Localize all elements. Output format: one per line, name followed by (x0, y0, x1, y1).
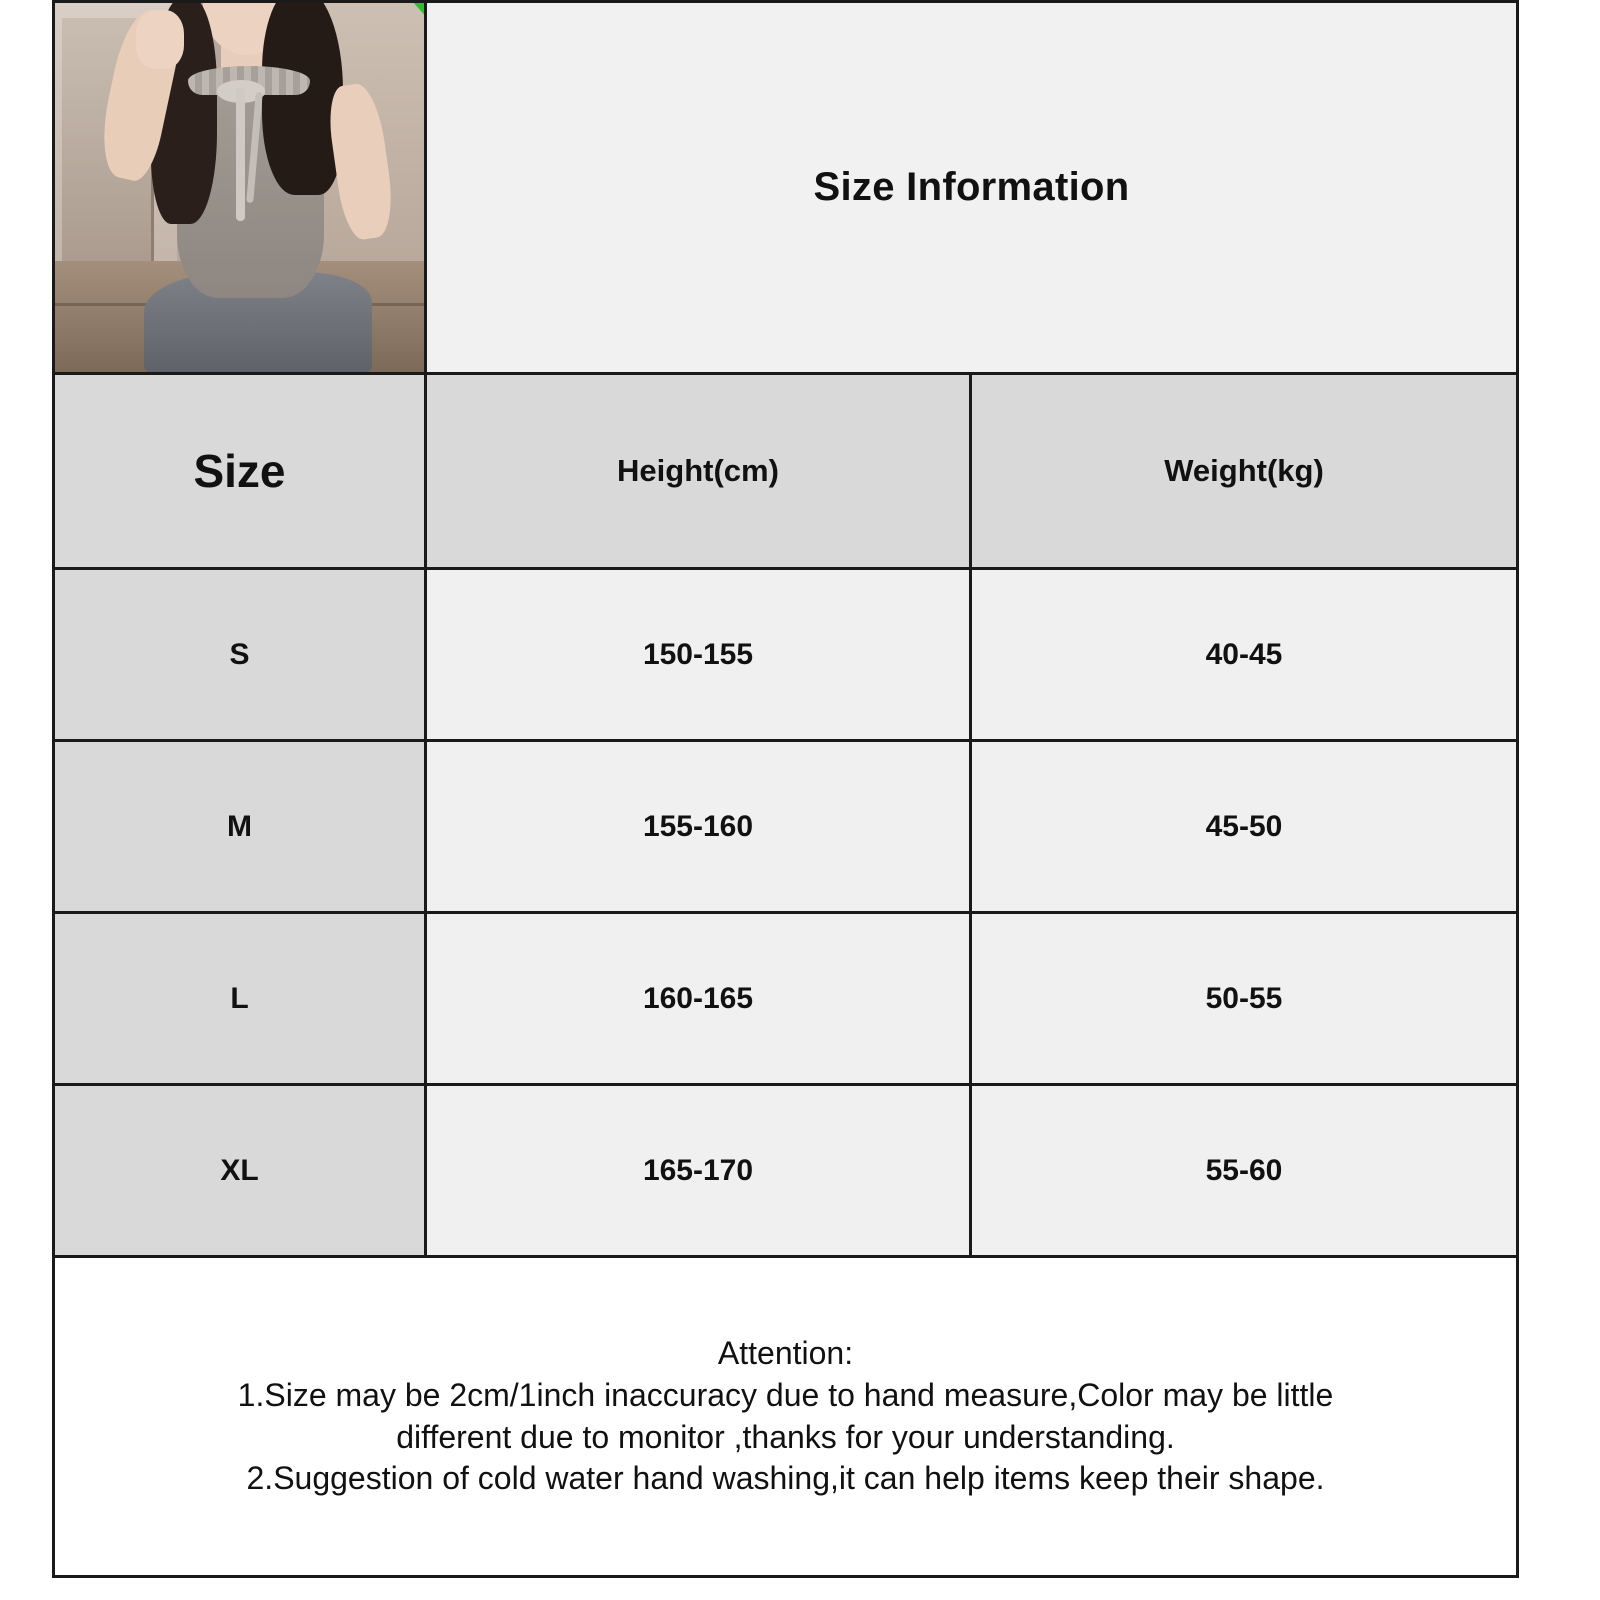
attention-line-2: different due to monitor ,thanks for your understanding. (396, 1418, 1175, 1455)
cell-size-s: S (54, 569, 426, 741)
attention-row (54, 1257, 1518, 1577)
column-header-size: Size (54, 374, 426, 569)
product-photo-cell (54, 2, 426, 374)
table-top-row (54, 2, 1518, 374)
page-title: Size Information (426, 2, 1518, 374)
product-photo (55, 3, 424, 372)
size-information-table (52, 0, 1519, 1578)
table-row (54, 569, 1518, 741)
cell-height-xl: 165-170 (426, 1085, 971, 1257)
cell-height-l: 160-165 (426, 913, 971, 1085)
cell-height-s: 150-155 (426, 569, 971, 741)
cell-weight-s: 40-45 (971, 569, 1518, 741)
column-header-weight: Weight(kg) (971, 374, 1518, 569)
attention-heading: Attention: (717, 1335, 854, 1372)
table-row (54, 913, 1518, 1085)
cell-weight-l: 50-55 (971, 913, 1518, 1085)
cell-height-m: 155-160 (426, 741, 971, 913)
attention-line-1: 1.Size may be 2cm/1inch inaccuracy due to hand measure,Color may be little (237, 1376, 1334, 1413)
cell-weight-xl: 55-60 (971, 1085, 1518, 1257)
table-row (54, 741, 1518, 913)
table-header-row (54, 374, 1518, 569)
table-row (54, 1085, 1518, 1257)
cell-weight-m: 45-50 (971, 741, 1518, 913)
cell-size-m: M (54, 741, 426, 913)
attention-block (54, 1257, 1518, 1577)
attention-line-3: 2.Suggestion of cold water hand washing,it can help items keep their shape. (246, 1460, 1325, 1497)
column-header-height: Height(cm) (426, 374, 971, 569)
green-corner-marker (412, 2, 426, 20)
cell-size-l: L (54, 913, 426, 1085)
cell-size-xl: XL (54, 1085, 426, 1257)
